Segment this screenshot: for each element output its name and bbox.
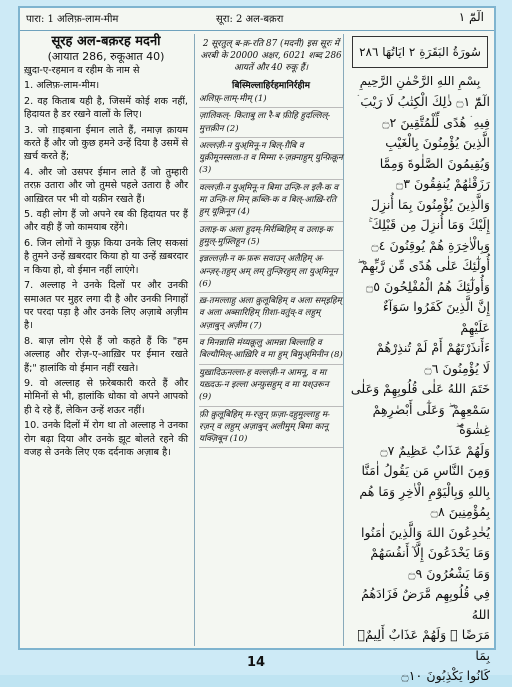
header-para: पारा: 1 अलिफ़-लाम-मीम xyxy=(26,14,119,25)
bismillah-arabic: بِسْمِ اللهِ الرَّحْمٰنِ الرَّحِيمِ xyxy=(359,74,481,88)
header-arabic: الٓمّٓ ١ xyxy=(458,10,484,24)
transliteration-verse: अलिफ़्-लाम्-मीम् (1) xyxy=(199,93,343,108)
page-number: 14 xyxy=(246,655,266,670)
translation-paragraph: 8. बाज़ लोग ऐसे हैं जो कहते हैं कि "हम अल्लाह और रोज़-ए-आख़िर पर ईमान रखते हैं;" हालांकि वो ईमान नहीं रखते। xyxy=(24,335,188,374)
transliteration-verse: युख़ादिऊनल्ला-ह वल्लज़ी-न आमनू, व मा यख़्दऊ-न इल्ला अन्फ़ुसहुम् व मा यश्उरून (9) xyxy=(199,367,343,407)
transliteration-verse: व मिनन्नासि मंय्यक़ूलु आमन्ना बिल्लाहि व बिल्यौमिल्-आख़िरि व मा हुम् बिमुअ्मिनीन (8) xyxy=(199,337,343,365)
arabic-line: وَالَّذِينَ يُؤْمِنُونَ بِمَا أُنزِلَ xyxy=(370,196,490,212)
arabic-line: وَمِنَ النَّاسِ مَن يَقُولُ اٰمَنَّا xyxy=(361,463,490,478)
transliteration-verse: ख़-तमल्लाहु अला क़ुलूबिहिम् व अला सम्इहिम् व अला अब्सारिहिम् ग़िशा-वतुंव्-व लहुम् अज़ाबुन् अज़ीम (7) xyxy=(199,295,343,335)
arabic-line: مَرَضًا ۖ وَلَهُمْ عَذَابٌ أَلِيمٌۢ بِمَا xyxy=(357,627,490,663)
translation-paragraph: 9. वो अल्लाह से फ़रेबकारी करते हैं और मोमिनों से भी, हालांकि धोका वो अपने आपको ही दे रहे हैं, लेकिन उन्हें शऊर नहीं। xyxy=(24,377,188,416)
translation-paragraph: 3. जो ग़ाइबाना ईमान लाते हैं, नमाज़ क़ायम करते हैं और जो कुछ हमने उन्हें दिया है उसमें से ख़र्च करते हैं; xyxy=(24,124,188,163)
transliteration-verse: ज़ालिकल्- किताबु ला रै-ब फ़ीहि हुदल्लिल्- मुत्तक़ीन (2) xyxy=(199,110,343,138)
transliteration-verse: अल्लज़ी-न युअ्मिनू-न बिल्-ग़ैबि व युक़ीमूनस्सला-त व मिम्मा र-ज़क़्नाहुम् युन्फ़िक़ून (3) xyxy=(199,140,343,180)
arabic-line: وَمَا يَخْدَعُونَ إِلَّآ أَنفُسَهُمْ xyxy=(370,545,490,560)
bismillah-transliteration: बिस्मिल्लाहिर्रहमानिर्रहीम xyxy=(232,81,310,91)
transliteration-column xyxy=(194,34,344,646)
opening-line: ख़ुदा-ए-रहमान व रहीम के नाम से xyxy=(24,65,140,76)
translation-paragraph: 6. जिन लोगों ने कुफ़्र किया उनके लिए सकसां है तुमने उन्हें ख़बरदार किया हो या उन्हें ख़बरदार न किया हो, वो ईमान नहीं लाएंगे। xyxy=(24,237,188,276)
arabic-line: فِي قُلُوبِهِم مَّرَضٌ فَزَادَهُمُ اللهُ xyxy=(361,586,490,622)
arabic-line: بِمُؤْمِنِينَ ۝٨ xyxy=(430,504,490,519)
hindi-translation-column xyxy=(24,34,188,646)
header-surah: सूरा: 2 अल-बक़रा xyxy=(216,14,284,25)
arabic-line: وَلَهُمْ عَذَابٌ عَظِيمٌ ۝٧ xyxy=(380,442,490,458)
translation-paragraph: 1. अलिफ़-लाम-मीम। xyxy=(24,80,100,92)
arabic-line: إِنَّ الَّذِينَ كَفَرُوا سَوَآءٌ عَلَيْهِمْ xyxy=(382,299,490,335)
arabic-line: ءَأَنذَرْتَهُمْ أَمْ لَمْ تُنذِرْهُمْ xyxy=(376,340,490,355)
arabic-line: كَانُوا يَكْذِبُونَ ۝١٠ xyxy=(401,668,490,683)
arabic-line: سَمْعِهِمْ ۖ وَعَلٰٓى أَبْصٰرِهِمْ غِشٰوَةٌ ۖ xyxy=(372,401,490,437)
translation-paragraph: 10. उनके दिलों में रोग था तो अल्लाह ने उनका रोग बढ़ा दिया और उनके झूट बोलते रहने की वजह से उनके लिए एक दर्दनाक अज़ाब है। xyxy=(24,420,188,458)
arabic-line: إِلَيْكَ وَمَا أُنزِلَ مِن قَبْلِكَ ۚ xyxy=(368,217,490,232)
arabic-line: الَّذِينَ يُؤْمِنُونَ بِالْغَيْبِ xyxy=(385,135,490,150)
transliteration-verse: वल्लज़ी-न युअ्मिनू-न बिमा उन्ज़ि-ल इलै-क व मा उन्ज़ि-ल मिन् क़ब्लि-क व बिल्-आख़ि-रति हुम् यूक़िनून (4) xyxy=(199,182,343,222)
surah-subtitle-hindi: (आयात 286, रुकूआत 40) xyxy=(47,50,165,63)
arabic-line: وَيُقِيمُونَ الصَّلٰوةَ وَمِمَّا xyxy=(379,155,490,171)
arabic-line: الٓمّٓ ۝١ ذٰلِكَ الْكِتٰبُ لَا رَيْبَ ۛ xyxy=(357,94,490,109)
surah-intro: 2 सूरतुल् ब-क़-रति 87 (मदनी) इस सूरः में अरबी के 20000 अक्षर, 6021 शब्द 286 आयतें और 40 रुकू हैं। xyxy=(200,39,342,73)
arabic-line: لَا يُؤْمِنُونَ ۝٦ xyxy=(424,360,490,376)
arabic-line: وَمَا يَشْعُرُونَ ۝٩ xyxy=(408,565,490,581)
arabic-line: فِيهِ ۛ هُدًى لِّلْمُتَّقِينَ ۝٢ xyxy=(382,114,490,130)
arabic-line: خَتَمَ اللهُ عَلٰى قُلُوبِهِمْ وَعَلٰى xyxy=(350,381,490,396)
translation-paragraph: 5. वही लोग हैं जो अपने रब की हिदायत पर हैं और वही हैं जो कामयाब रहेंगे। xyxy=(24,209,188,234)
translation-paragraph: 2. वह किताब यही है, जिसमें कोई शक नहीं, हिदायत है डर रखने वालों के लिए। xyxy=(24,95,188,121)
arabic-line: رَزَقْنٰهُمْ يُنفِقُونَ ۝٣ xyxy=(395,176,490,191)
arabic-line: بِاللهِ وَبِالْيَوْمِ الْاٰخِرِ وَمَا هُم xyxy=(359,483,490,499)
transliteration-verse: फ़ी क़ुलूबिहिम् म-रज़ुन् फ़ज़ा-दहुमुल्लाहु म-रज़न् व लहुम् अज़ाबुन् अलीमुम् बिमा कानू यक्ज़िबून (10) xyxy=(199,409,343,449)
arabic-line: أُولٰٓئِكَ عَلٰى هُدًى مِّن رَّبِّهِمْ ۖ xyxy=(357,258,490,273)
surah-title-hindi: सूरह अल-बक़रह मदनी xyxy=(51,34,161,49)
page-header xyxy=(20,8,494,31)
surah-title-box: سُورَةُ البَقَرَةِ ٢ ايَاتُهَا ٢٨٦ xyxy=(352,36,488,68)
arabic-line: وَأُولٰٓئِكَ هُمُ الْمُفْلِحُونَ ۝٥ xyxy=(365,278,490,294)
transliteration-verse: उलाइ-क अला हुदम्-मिर्रब्बिहिम् व उलाइ-क हुमुल्-मुफ़्लिहून (5) xyxy=(199,224,343,252)
translation-paragraph: 7. अल्लाह ने उनके दिलों पर और उनकी समाअत पर मुहर लगा दी है और उनकी निगाहों पर परदा पड़ा है और उनके लिए अज़ाबे अज़ीम है। xyxy=(24,280,188,332)
arabic-text-column xyxy=(350,34,490,683)
translation-paragraph: 4. और जो उसपर ईमान लाते हैं जो तुम्हारी तरफ़ उतारा और जो तुमसे पहले उतारा है और आख़िरत पर भी वो यक़ीन रखते हैं। xyxy=(24,166,188,205)
arabic-line: وَبِالْاٰخِرَةِ هُمْ يُوقِنُونَ ۝٤ xyxy=(371,237,490,253)
arabic-line: يُخٰدِعُونَ اللهَ وَالَّذِينَ اٰمَنُوا xyxy=(361,524,490,540)
transliteration-verse: इन्नल्लज़ी-न क-फ़रू सवाउन् अलैहिम् अ-अन्ज़र्-तहुम् अम् लम् तुन्ज़िरहुम् ला युअ्मिनून (6) xyxy=(199,253,343,293)
